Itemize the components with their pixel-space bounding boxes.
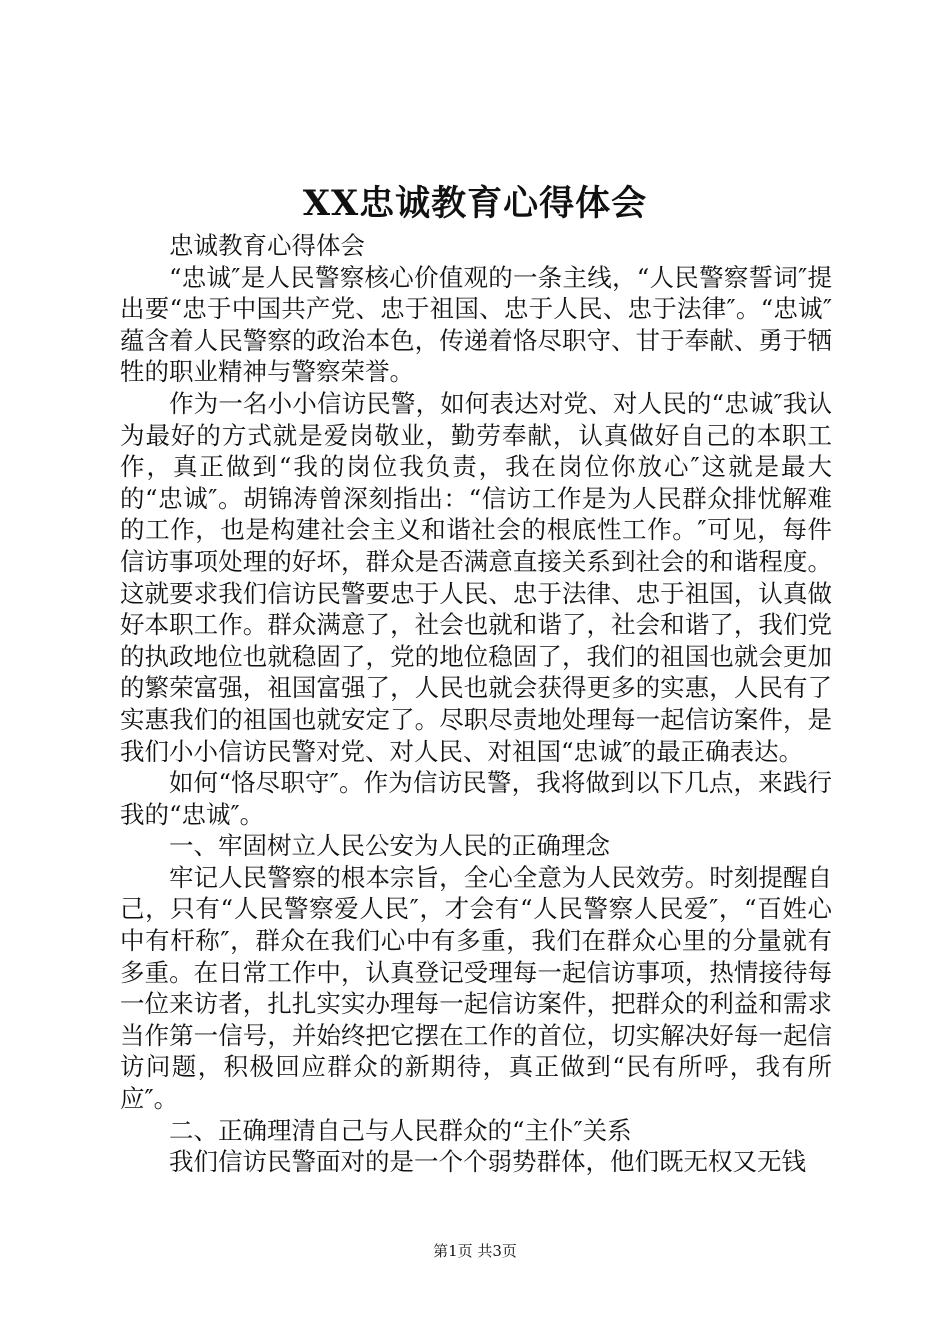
paragraph-section-2: 我们信访民警面对的是一个个弱势群体，他们既无权又无钱	[169, 1147, 806, 1177]
paragraph-how-to-serve: 如何“恪尽职守″。作为信访民警，我将做到以下几点，来践行我的“忠诚″。	[120, 768, 832, 829]
paragraph-intro: “忠诚″是人民警察核心价值观的一条主线，“人民警察誓词″提出要“忠于中国共产党、忠于祖国、忠于人民、忠于法律″。“忠诚″蕴含着人民警察的政治本色，传递着恪尽职守、甘于奉献、勇于牺牲的职业精神与警察荣誉。	[120, 262, 832, 387]
section-heading-2: 二、正确理清自己与人民群众的“主仆″关系	[169, 1115, 632, 1145]
paragraph-subtitle: 忠诚教育心得体会	[169, 231, 365, 260]
paragraph-section-1: 牢记人民警察的根本宗旨，全心全意为人民效劳。时刻提醒自己，只有“人民警察爱人民″，才会有“人民警察人民爱″，“百姓心中有杆称″，群众在我们心中有多重，我们在群众心里的分量就有多重。在日常工作中，认真登记受理每一起信访事项，热情接待每一位来访者，扎扎实实办理每一起信访案件，把群众的利益和需求当作第一信号，并始终把它摆在工作的首位，切实解决好每一起信访问题，积极回应群众的新期待，真正做到“民有所呼，我有所应″。	[120, 862, 832, 1114]
document-body	[120, 230, 832, 1178]
paragraph-petition-officer: 作为一名小小信访民警，如何表达对党、对人民的“忠诚″我认为最好的方式就是爱岗敬业，勤劳奉献，认真做好自己的本职工作，真正做到“我的岗位我负责，我在岗位你放心″这就是最大的“忠诚″。胡锦涛曾深刻指出：“信访工作是为人民群众排忧解难的工作，也是构建社会主义和谐社会的根底性工作。″可见，每件信访事项处理的好坏，群众是否满意直接关系到社会的和谐程度。这就要求我们信访民警要忠于人民、忠于法律、忠于祖国，认真做好本职工作。群众满意了，社会也就和谐了，社会和谐了，我们党的执政地位也就稳固了，党的地位稳固了，我们的祖国也就会更加的繁荣富强，祖国富强了，人民也就会获得更多的实惠，人民有了实惠我们的祖国也就安定了。尽职尽责地处理每一起信访案件，是我们小小信访民警对党、对人民、对祖国“忠诚″的最正确表达。	[120, 388, 832, 766]
page-footer: 第1页 共3页	[433, 1242, 517, 1260]
document-title: XX忠诚教育心得体会	[302, 183, 648, 224]
section-heading-1: 一、牢固树立人民公安为人民的正确理念	[169, 831, 610, 861]
